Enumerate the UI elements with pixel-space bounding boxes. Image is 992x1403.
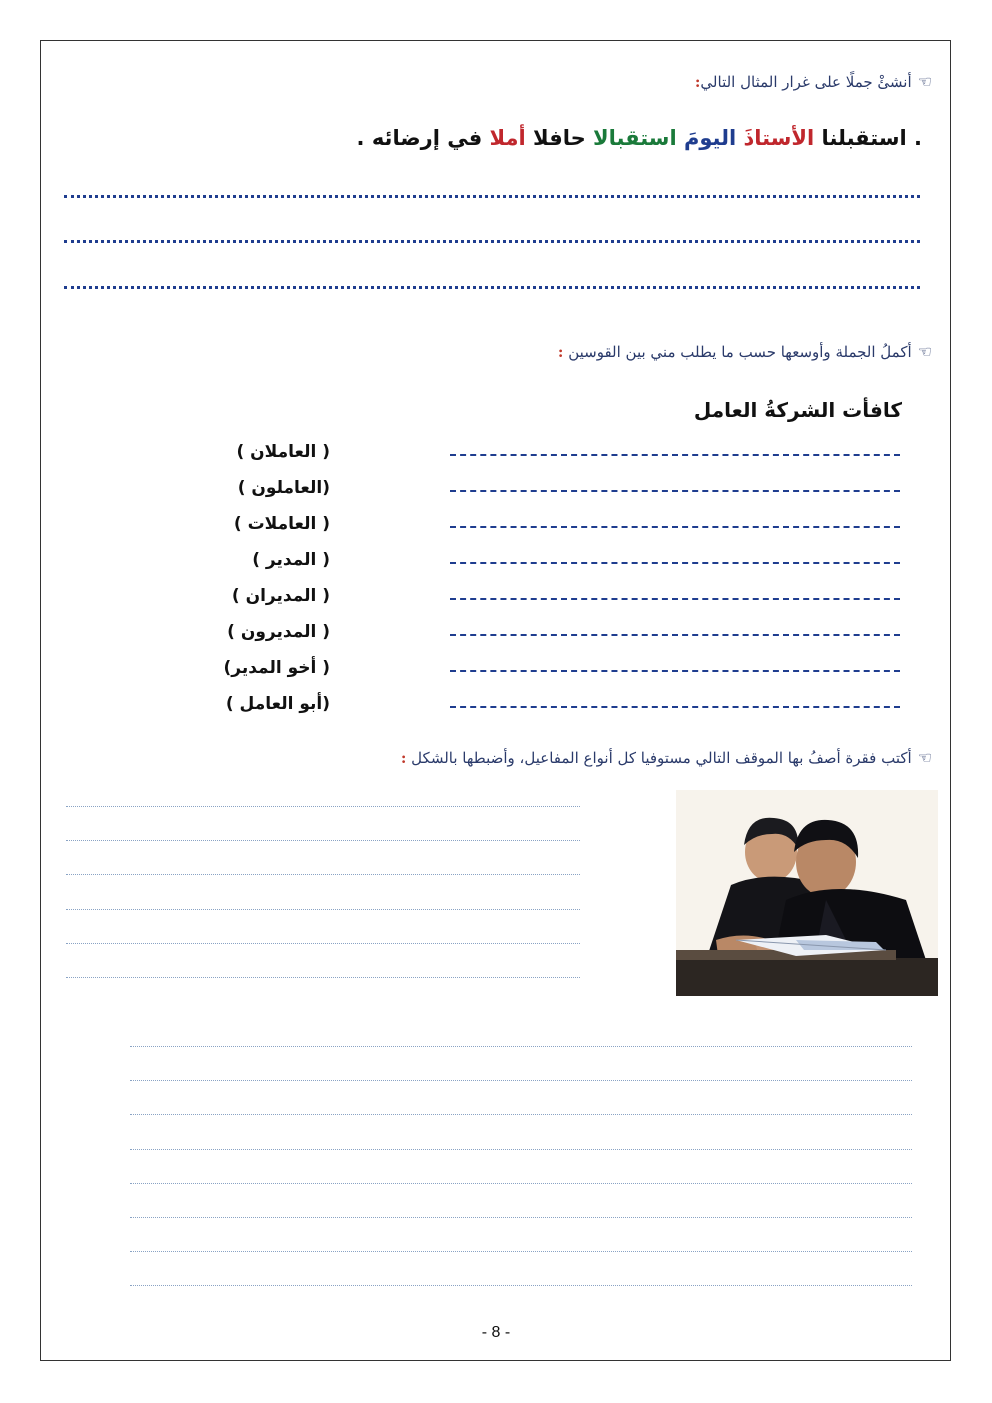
writing-line[interactable] (130, 1183, 912, 1184)
hint-label: ( أخو المدير) (223, 658, 330, 678)
writing-line[interactable] (130, 1251, 912, 1252)
answer-line[interactable] (450, 670, 900, 672)
hint-label: ( العاملان ) (236, 442, 330, 462)
hint-label: (أبو العامل ) (225, 694, 330, 714)
answer-line[interactable] (450, 490, 900, 492)
section2-instruction: ☜أكملُ الجملة وأوسعها حسب ما يطلب مني بين القوسين : (557, 342, 932, 361)
section1-instruction: ☜أنشئْ جملًا على غرار المثال التالي: (694, 72, 932, 91)
example-word: حافلا (525, 126, 586, 150)
page-frame (40, 40, 951, 1361)
answer-line[interactable] (64, 240, 920, 243)
page-number: - 8 - (481, 1324, 511, 1341)
pointing-hand-icon: ☜ (917, 342, 932, 361)
hint-label: (العاملون ) (237, 478, 330, 498)
section3-instruction: ☜أكتب فقرة أصفُ بها الموقف التالي مستوفيا كل أنواع المفاعيل، وأضبطها بالشكل : (400, 748, 932, 767)
hint-label: ( العاملات ) (233, 514, 330, 534)
writing-line[interactable] (130, 1114, 912, 1115)
example-word: استقبلنا (814, 126, 907, 150)
writing-line[interactable] (66, 806, 580, 807)
hint-label: ( المديرون ) (227, 622, 330, 642)
writing-line[interactable] (130, 1080, 912, 1081)
writing-line[interactable] (130, 1149, 912, 1150)
pointing-hand-icon: ☜ (917, 72, 932, 91)
hint-label: ( المدير ) (252, 550, 330, 570)
example-word: استقبالا (585, 126, 677, 150)
writing-line[interactable] (66, 943, 580, 944)
example-word: الأستاذَ (736, 126, 815, 150)
writing-line[interactable] (66, 840, 580, 841)
students-reading-illustration (676, 790, 938, 996)
answer-line[interactable] (64, 195, 920, 198)
example-word: أملا (482, 126, 526, 150)
answer-line[interactable] (64, 286, 920, 289)
answer-line[interactable] (450, 598, 900, 600)
answer-line[interactable] (450, 526, 900, 528)
students-reading-image (676, 790, 938, 996)
answer-line[interactable] (450, 634, 900, 636)
writing-line[interactable] (66, 874, 580, 875)
writing-line[interactable] (130, 1217, 912, 1218)
writing-line[interactable] (130, 1046, 912, 1047)
answer-line[interactable] (450, 706, 900, 708)
writing-line[interactable] (66, 909, 580, 910)
base-sentence: كافأت الشركةُ العامل (693, 398, 902, 422)
example-sentence: . استقبلنا الأستاذَ اليومَ استقبالا حافلا أملا في إرضائه . (356, 126, 922, 150)
example-word: في إرضائه . (356, 126, 483, 150)
writing-line[interactable] (66, 977, 580, 978)
answer-line[interactable] (450, 562, 900, 564)
writing-line[interactable] (130, 1285, 912, 1286)
pointing-hand-icon: ☜ (917, 748, 932, 767)
answer-line[interactable] (450, 454, 900, 456)
hint-label: ( المديران ) (231, 586, 330, 606)
example-word: اليومَ (676, 126, 737, 150)
